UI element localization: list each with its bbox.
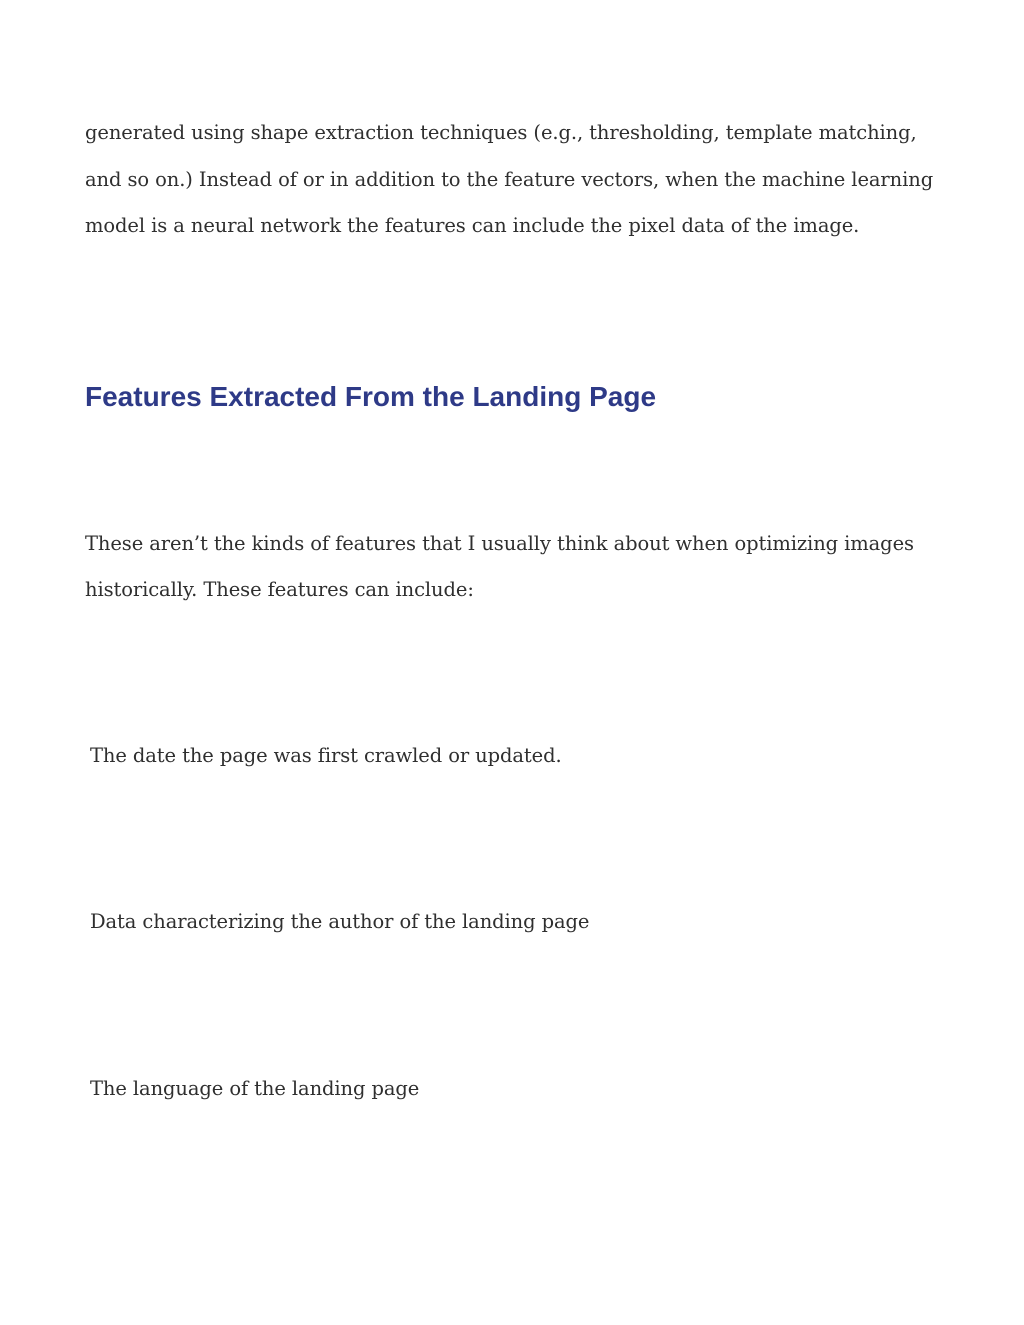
list-item: The date the page was first crawled or updated. [90,744,562,767]
section-heading: Features Extracted From the Landing Page [85,381,657,412]
list-item: The language of the landing page [90,1077,420,1100]
list-item: Data characterizing the author of the landing page [90,910,590,933]
intro-line-1: generated using shape extraction techniques (e.g., thresholding, template matching, [85,121,917,144]
lead-line-1: These aren’t the kinds of features that I usually think about when optimizing images [85,532,914,555]
intro-line-3: model is a neural network the features can include the pixel data of the image. [85,214,860,237]
lead-line-2: historically. These features can include: [85,578,474,601]
intro-line-2: and so on.) Instead of or in addition to the feature vectors, when the machine learning [85,168,934,191]
